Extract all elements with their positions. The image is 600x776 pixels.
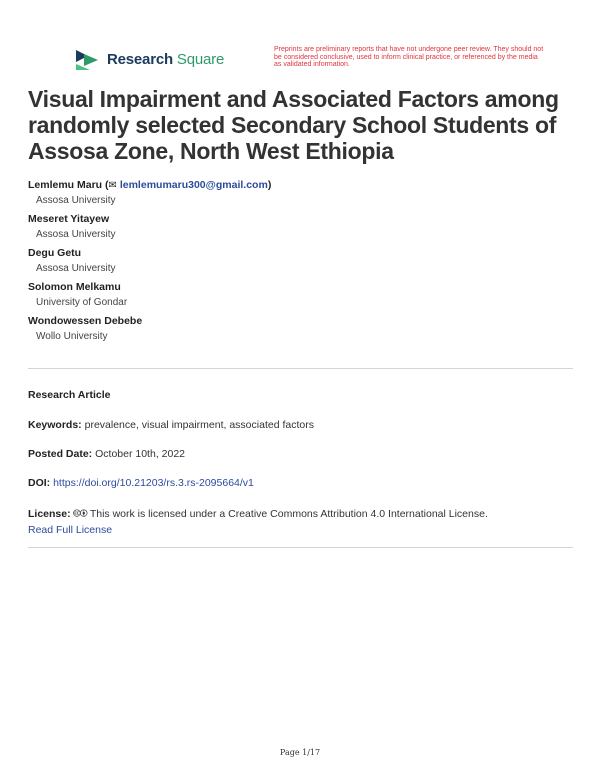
author-name: Meseret Yitayew: [28, 213, 110, 225]
author-affiliation: Wollo University: [36, 331, 108, 342]
divider: [28, 368, 573, 369]
logo-text: Research Square: [107, 50, 225, 68]
envelope-icon: ✉: [108, 180, 117, 191]
keywords-value: prevalence, visual impairment, associated factors: [84, 419, 314, 431]
author-item: Lemlemu Maru (✉ lemlemumaru300@gmail.com) Assosa University: [28, 178, 568, 209]
read-full-license-link[interactable]: Read Full License: [28, 524, 113, 536]
cc-icon: 🅭: [73, 508, 81, 520]
license-text: This work is licensed under a Creative Commons Attribution 4.0 International License.: [89, 508, 488, 520]
author-name: Solomon Melkamu: [28, 281, 121, 293]
author-list: [28, 178, 568, 348]
article-type: Research Article: [28, 389, 111, 401]
divider: [28, 547, 573, 548]
research-square-logo-icon: [74, 48, 100, 70]
license-label: License:: [28, 508, 71, 520]
author-item: [28, 314, 568, 345]
author-affiliation: Assosa University: [36, 263, 116, 274]
author-name: Degu Getu: [28, 247, 82, 259]
paper-title: Visual Impairment and Associated Factors among randomly selected Secondary School Students of Assosa Zone, North West Ethiopia: [28, 86, 559, 164]
author-item: [28, 212, 568, 243]
license: [28, 506, 573, 538]
keywords: [28, 417, 573, 433]
author-name: Lemlemu Maru: [28, 179, 103, 191]
posted-date-label: Posted Date:: [28, 448, 93, 460]
header: [74, 46, 544, 76]
cc-by-icon: 🅯: [80, 508, 88, 520]
posted-date: [28, 446, 573, 462]
author-email-link[interactable]: lemlemumaru300@gmail.com: [119, 179, 268, 191]
research-square-logo[interactable]: [74, 48, 224, 70]
author-item: [28, 246, 568, 277]
author-affiliation: Assosa University: [36, 229, 116, 240]
posted-date-value: October 10th, 2022: [95, 448, 186, 460]
author-item: [28, 280, 568, 311]
doi-label: DOI:: [28, 477, 51, 489]
preprint-disclaimer: Preprints are preliminary reports that have not undergone peer review. They should not be considered conclusive, used to inform clinical practice, or referenced by the media as validated information.: [274, 46, 544, 68]
page-number: Page 1/17: [279, 748, 321, 757]
doi-link[interactable]: https://doi.org/10.21203/rs.3.rs-2095664/v1: [53, 477, 254, 489]
author-affiliation: University of Gondar: [36, 297, 128, 308]
doi: [28, 475, 573, 491]
author-affiliation: Assosa University: [36, 195, 116, 206]
keywords-label: Keywords:: [28, 419, 82, 431]
author-name: Wondowessen Debebe: [28, 315, 143, 327]
